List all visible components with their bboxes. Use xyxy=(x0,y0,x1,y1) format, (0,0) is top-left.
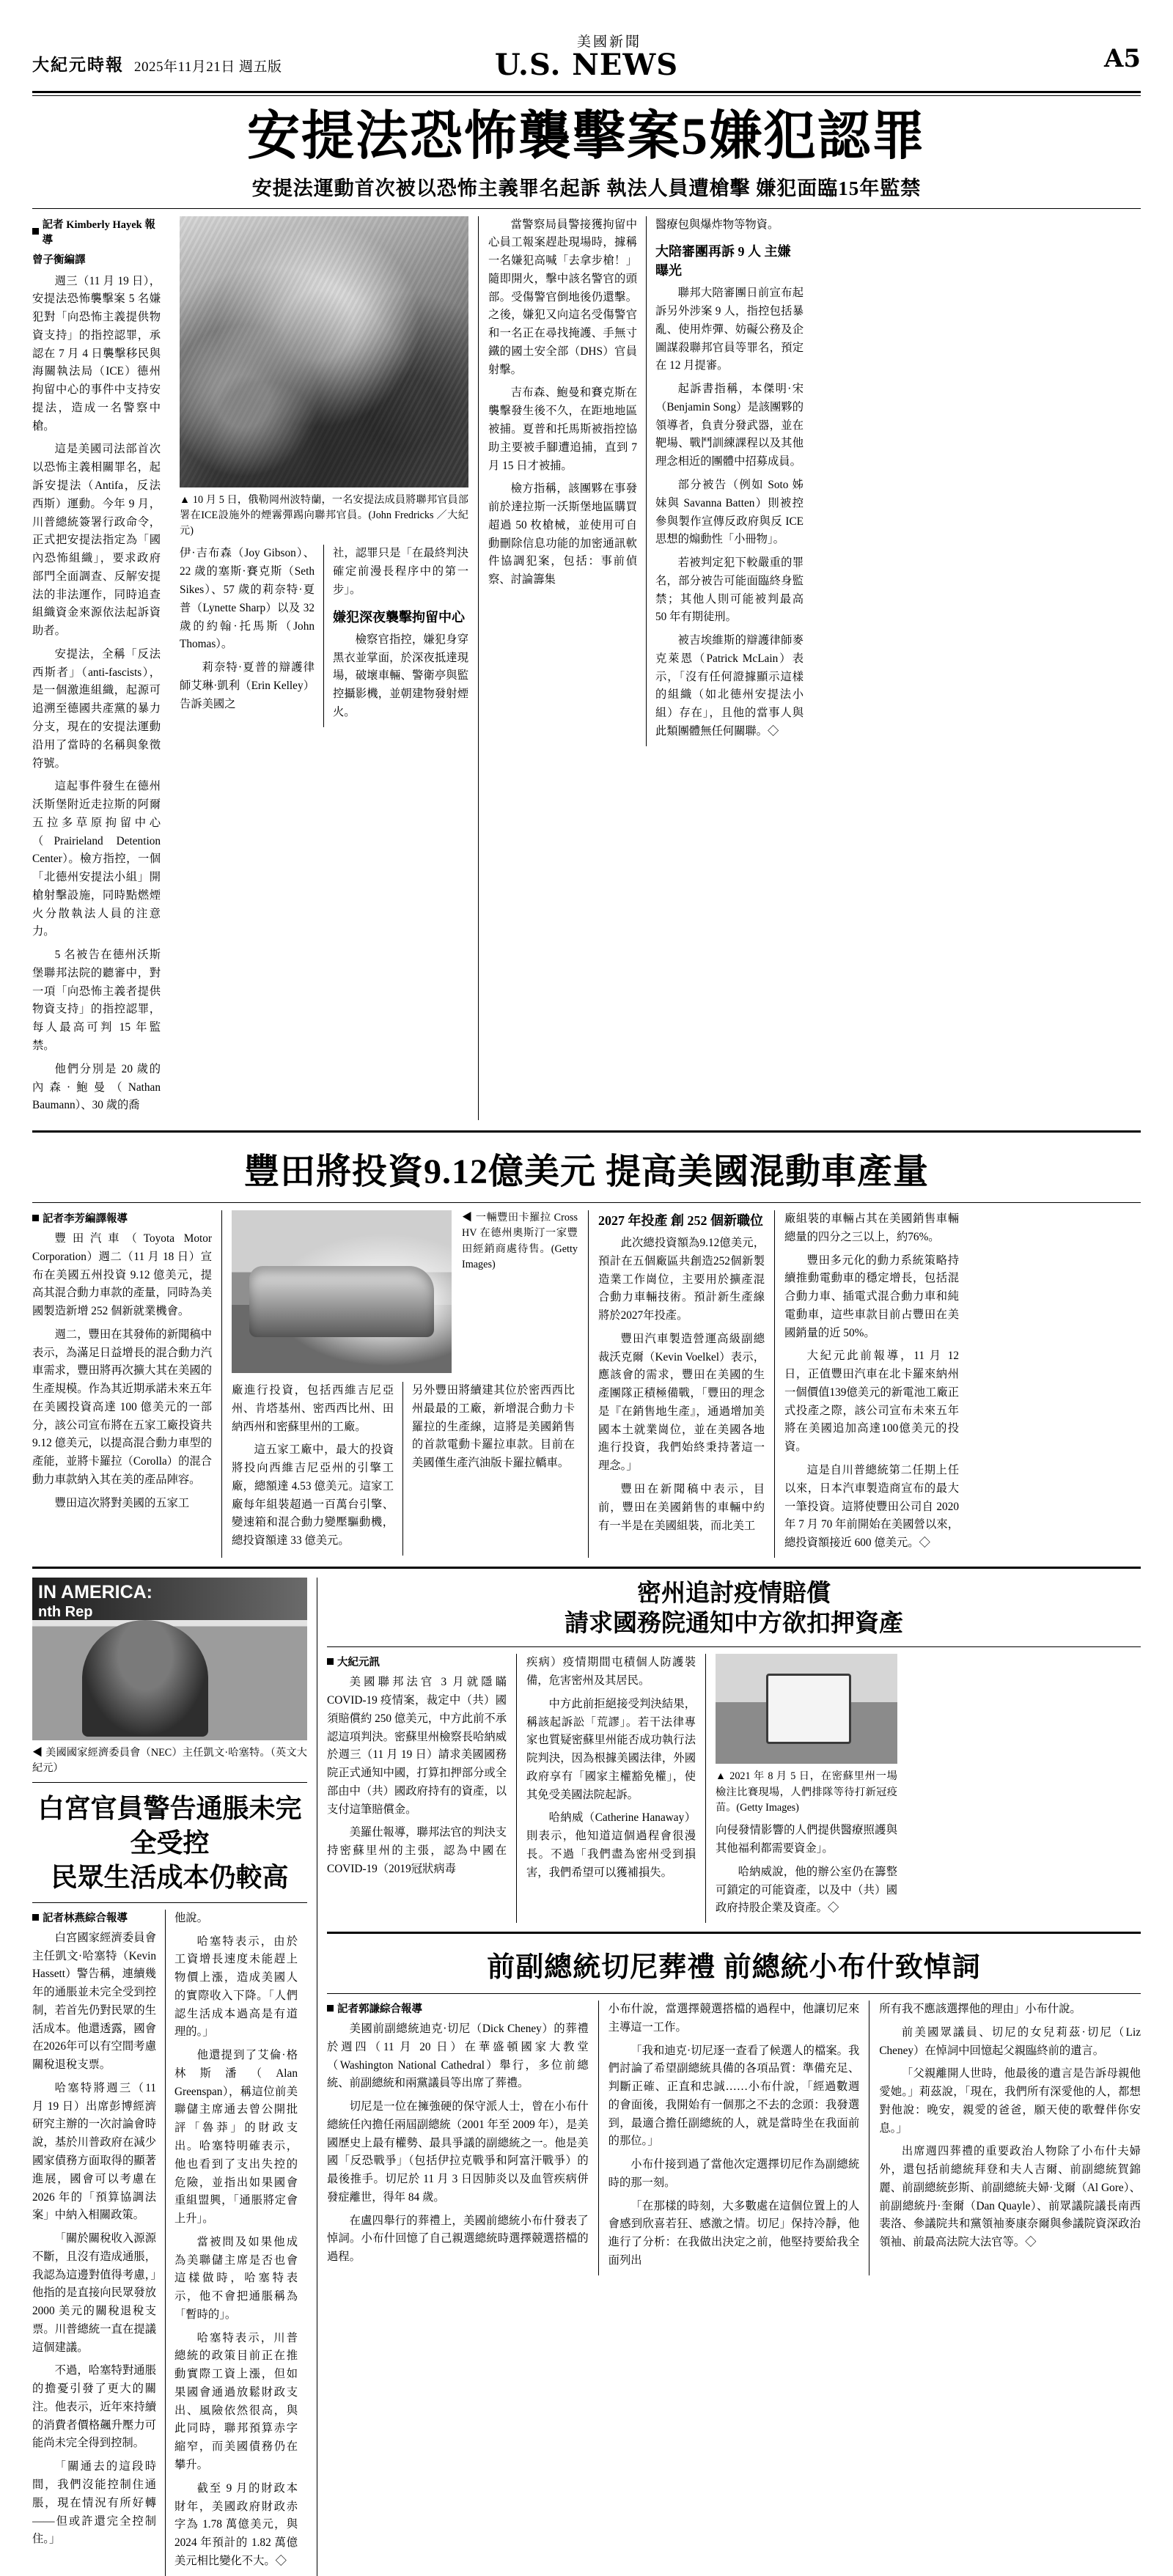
missouri-photo xyxy=(716,1654,897,1764)
whitehouse-byline xyxy=(32,1910,156,1925)
lead-byline-text: 記者 Kimberly Hayek 報導 xyxy=(42,218,155,246)
lead-photo-caption: ▲ 10 月 5 日，俄勒岡州波特蘭，一名安提法成員將聯邦官員部署在ICE設施外的煙霧彈踢向聯邦官員。(John Fredricks ／大紀元) xyxy=(180,493,468,537)
lead-p5: 5 名被告在德州沃斯堡聯邦法院的聽審中，對一項「向恐怖主義者提供物資支持」的指控認罪，每人最高可判 15 年監禁。 xyxy=(32,949,161,1052)
lead-bottom-rule xyxy=(32,1130,1141,1133)
missouri-byline-text: 大紀元訊 xyxy=(337,1657,380,1669)
toyota-p11: 豐田多元化的動力系統策略持續推動電動車的穩定增長，包括混合動力車、插電式混合動力車和純電動車，這些車款目前占豐田在美國銷量的近 50%。 xyxy=(784,1254,959,1339)
lead-col-3a xyxy=(488,216,646,746)
toyota-p9: 豐田在新聞稿中表示，目前，豐田在美國銷售的車輛中約有一半是在美國組裝，而北美工 xyxy=(598,1483,765,1532)
missouri-columns xyxy=(327,1654,1141,1923)
ch-p6: 小布什接到過了當他次定選擇切尼作為副總統時的那一刻。 xyxy=(608,2158,860,2189)
mo-p5: 哈納威（Catherine Hanaway）則表示，他知道這個過程會很漫長。不過「我們盡為密州受到損害，我們希望可以獲補損失。 xyxy=(526,1811,696,1879)
toyota-p3: 豐田這次將對美國的五家工 xyxy=(54,1496,190,1509)
cheney-col-2 xyxy=(598,2001,869,2275)
lead-p19: 被吉埃維斯的辯護律師麥克萊恩（Patrick McLain）表示，「沒有任何證據顯示這樣的組織（如北德州安提法小組）存在」，且他的當事人與此類團體無任何關聯。◇ xyxy=(655,634,804,737)
ch-p1: 美國前副總統迪克·切尼（Dick Cheney）的葬禮於週四（11 月 20 日）在華盛頓國家大教堂（Washington National Cathedral）舉行，多位前總統、前副總統和兩黨議員等出席了葬禮。 xyxy=(327,2023,589,2090)
whitehouse-headline xyxy=(32,1792,307,1894)
toyota-col-2a xyxy=(232,1382,402,1556)
masthead-rule xyxy=(32,91,1141,93)
ch-p10: 「父親離開人世時，他最後的遺言是告訴母親他愛她。」莉茲說，「現在，我們所有深愛他的人，都想對他說：晚安，親愛的爸爸，願天使的歌聲伴你安息。」 xyxy=(879,2067,1141,2135)
toyota-p1: 豐田汽車（Toyota Motor Corporation）週二（11 月 18 日）宣布在美國五州投資 9.12 億美元，提高其混合動力車款的產量，同時為美國製造新增 252 個新就業機會。 xyxy=(32,1232,212,1318)
missouri-headline-line-1: 密州追討疫情賠償 xyxy=(637,1580,831,1607)
wh-p7: 哈塞特表示，由於工資增長速度未能趕上物價上漲，造成美國人的實際收入下降。「人們認生活成本過高是有道理的。」 xyxy=(174,1935,298,2039)
lead-p15: 聯邦大陪審團日前宣布起訴另外涉案 9 人，指控包括暴亂、使用炸彈、妨礙公務及企圖謀殺聯邦官員等罪名，預定在 12 月提審。 xyxy=(655,287,804,372)
bullet-square-icon xyxy=(32,1215,39,1221)
toyota-bottom-rule xyxy=(32,1567,1141,1569)
lead-p2: 這是美國司法部首次以恐怖主義相關罪名，起訴安提法（Antifa，反法西斯）運動。今年 9 月，川普總統簽署行政命令，正式把安提法指定為「國內恐怖組織」，要求政府部門全面調查、反解安提法的非法運作，同時追查組織資金來源依法起訴資助者。 xyxy=(32,443,161,638)
toyota-p13: 這是自川普總統第二任期上任以來，日本汽車製造商宣布的最大一筆投資。這將使豐田公司自 2020 年 7 月 70 年前開始在美國營以來，總投資額接近 600 億美元。◇ xyxy=(784,1464,959,1550)
toyota-headline: 豐田將投資9.12億美元 提高美國混動車產量 xyxy=(243,1152,929,1192)
lead-columns xyxy=(32,216,1141,1120)
masthead-left xyxy=(32,51,282,76)
missouri-col-2 xyxy=(516,1654,705,1923)
mo-p2: 美羅仕報導，聯邦法官的判決支持密蘇里州的主張，認為中國在 COVID-19（2019冠狀病毒 xyxy=(327,1826,507,1875)
lead-p9: 社，認罪只是「在最終判決確定前漫長程序中的第一步」。 xyxy=(333,547,468,597)
bullet-square-icon xyxy=(327,2005,334,2012)
lead-subhead-2: 大陪審團再訴 9 人 主嫌曝光 xyxy=(655,244,791,279)
mo-p6: 向侵發情影響的人們提供醫療照護與其他福利都需要資金」。 xyxy=(716,1824,897,1855)
lead-p11: 當警察局員警接獲拘留中心員工報案趕赴現場時，據稱一名嫌犯高喊「去拿步槍！」隨即開火，擊中該名警官的頭部。受傷警官倒地後仍還擊。之後，嫌犯又向這名受傷警官和一名正在尋找掩護、手無寸鐵的國土安全部（DHS）官員射擊。 xyxy=(488,218,637,376)
missouri-headline xyxy=(327,1579,1141,1640)
photo-overlay-text-1: IN AMERICA: xyxy=(38,1581,153,1602)
toyota-p2: 週二，豐田在其發佈的新聞稿中表示，為滿足日益增長的混合動力汽車需求，豐田將再次擴大其在美國的生產規模。作為其近期承諾未來五年在美國投資高達 100 億美元的一部分，該公司宣布將在五家工廠投資共 9.12 億美元，以提高混合動力車型的產能，並將卡羅拉（Corolla）的混合動力車款納入其在美的產品陣容。 xyxy=(32,1328,212,1486)
right-bottom-block xyxy=(317,1578,1141,2576)
lead-col-2a xyxy=(180,545,323,726)
whitehouse-photo-caption: ◀ 美國國家經濟委員會（NEC）主任凱文·哈塞特。（英文大紀元） xyxy=(32,1746,307,1775)
missouri-bottom-rule xyxy=(327,1932,1141,1934)
toyota-p6: 另外豐田將續建其位於密西西比州最最的工廠，新增混合動力卡羅拉的生產線，這將是美國銷售的首款電動卡羅拉車款。目前在美國僅生產汽油版卡羅拉轎車。 xyxy=(412,1384,575,1470)
lead-p14: 醫療包與爆炸物等物資。 xyxy=(655,218,779,231)
ch-p8: 所有我不應該選擇他的理由」小布什說。 xyxy=(879,2003,1081,2016)
toyota-col-3 xyxy=(588,1210,774,1558)
lead-p16: 起訴書指稱，本傑明·宋（Benjamin Song）是該團夥的領導者，負責分發武器，並在靶場、戰鬥訓練課程以及其他理念相近的團體中招募成員。 xyxy=(655,383,804,468)
toyota-p8: 豐田汽車製造營運高級副總裁沃克爾（Kevin Voelkel）表示，應該會的需求，豐田在美國的生產團隊正積極備戰，「豐田的理念是『在銷售地生產』，通過增加美國本土就業崗位，並在美國各地進行投資，我們始終秉持著這一理念。」 xyxy=(598,1332,765,1473)
toyota-col-1 xyxy=(32,1210,221,1558)
toyota-byline xyxy=(32,1210,212,1226)
cheney-byline xyxy=(327,2001,589,2016)
cheney-headline: 前副總統切尼葬禮 前總統小布什致悼詞 xyxy=(487,1952,981,1984)
lead-p18: 若被判定犯下較嚴重的罪名，部分被告可能面臨終身監禁；其他人則可能被判最高 50 年有期徒刑。 xyxy=(655,556,804,624)
section-title xyxy=(495,31,678,80)
wh-p3: 「關於關稅收入源源不斷，且沒有造成通脹，我認為這邊對值得考慮，」他指的是直接向民眾發放 2000 美元的關稅退稅支票。川普總統一直在提議這個建議。 xyxy=(32,2232,156,2354)
lead-p8: 莉奈特·夏普的辯護律師艾琳·凱利（Erin Kelley）告訴美國之 xyxy=(180,661,315,710)
toyota-rule xyxy=(32,1202,1141,1203)
ch-p9: 前美國眾議員、切尼的女兒莉茲·切尼（Liz Cheney）在悼詞中回憶起父親臨終前的遺言。 xyxy=(879,2025,1141,2057)
missouri-col-1 xyxy=(327,1654,516,1923)
mo-p4: 中方此前拒絕接受判決結果，稱該起訴訟「荒謬」。若干法律專家也質疑密蘇里州能否成功執行法院判決，因為根據美國法律，外國政府享有「國家主權豁免權」，使其免受美國法院起訴。 xyxy=(526,1697,696,1801)
toyota-photo xyxy=(232,1210,452,1373)
toyota-photo-caption: ◀ 一輛豐田卡羅拉 Cross HV 在德州奧斯汀一家豐田經銷商處待售。(Getty Images) xyxy=(462,1212,578,1270)
lead-subheadline: 安提法運動首次被以恐怖主義罪名起訴 執法人員遭槍擊 嫌犯面臨15年監禁 xyxy=(251,177,922,199)
missouri-col-3 xyxy=(705,1654,897,1923)
toyota-p5: 這五家工廠中，最大的投資將投向西維吉尼亞州的引擎工廠，總額達 4.53 億美元。這家工廠每年組裝超過一百萬台引擎、變速箱和混合動力變壓驅動機，總投資額達 33 億美元。 xyxy=(232,1443,394,1548)
lead-p10: 檢察官指控，嫌犯身穿黑衣並掌面，於深夜抵達現場，破壞車輛、警衛亭與監控攝影機，並朝建物發射煙火。 xyxy=(333,633,468,718)
whitehouse-block xyxy=(32,1578,317,2576)
toyota-col-2b xyxy=(402,1382,575,1556)
whitehouse-headline-line-2: 民眾生活成本仍較高 xyxy=(51,1863,289,1893)
lead-col-3 xyxy=(478,216,814,1120)
section-title-en: U.S. NEWS xyxy=(494,48,679,82)
wh-p1: 白宮國家經濟委員會主任凱文·哈塞特（Kevin Hassett）警告稱，連續幾年的通脹並未完全受到控制，若首先仍對民眾的生活成本。他還透露，國會在2026年可以有空間考慮關稅退稅支票。 xyxy=(32,1931,156,2072)
bullet-square-icon xyxy=(32,228,39,235)
cheney-columns xyxy=(327,2001,1141,2275)
toyota-p10: 廠組裝的車輛占其在美國銷售車輛總量的四分之三以上，約76%。 xyxy=(784,1212,959,1243)
whitehouse-headline-line-1: 白宮官員警告通脹未完全受控 xyxy=(37,1794,302,1858)
wh-p8: 他還提到了艾倫·格林斯潘（Alan Greenspan），稱這位前美聯儲主席通去曾公開批評「魯莽」的財政支出。哈塞特明確表示，他也看到了支出失控的危險，並指出如果國會重組盟興，「通脹將定會上升」。 xyxy=(174,2049,298,2226)
lead-p1: 週三（11 月 19 日），安提法恐怖襲擊案 5 名嫌犯對「向恐怖主義提供物資支持」的指控認罪，承認在 7 月 4 日襲擊移民與海關執法局（ICE）德州拘留中心的事件中支持安提法，造成一名警察中槍。 xyxy=(32,274,161,433)
missouri-photo-caption: ▲ 2021 年 8 月 5 日，在密蘇里州一場檢注比賽現場，人們排隊等待打新冠疫苗。(Getty Images) xyxy=(716,1770,897,1814)
ch-p2: 切尼是一位在擁強硬的保守派人士，曾在小布什總統任內擔任兩屆副總統（2001 年至 2009 年），是美國歷史上最有權勢、最具爭議的副總統之一。他是美國「反恐戰爭」（包括伊拉克戰爭和阿富汗戰爭）的最後推手。切尼於 11 月 3 日因肺炎以及血管疾病併發症離世，得年 84 歲。 xyxy=(327,2100,589,2204)
lead-p6: 他們分別是 20 歲的內森·鮑曼（Nathan Baumann）、30 歲的喬 xyxy=(32,1062,161,1112)
lead-p3: 安提法，全稱「反法西斯者」（anti-fascists），是一個激進組織，起源可追溯至德國共產黨的暴力分支，現在的安提法運動沿用了當時的名稱與象徵符號。 xyxy=(32,647,161,770)
whitehouse-byline-text: 記者林燕綜合報導 xyxy=(43,1912,128,1924)
section-title-cn: 美國新聞 xyxy=(576,34,641,50)
whitehouse-rule-top xyxy=(32,1782,307,1783)
issue-date: 2025年11月21日 週五版 xyxy=(134,59,282,75)
toyota-p12: 大紀元此前報導，11 月 12 日，正值豐田汽車在北卡羅來納州一個價值139億美元的新電池工廠正式投產之際，該公司宣布未來五年將在美國追加高達100億美元的投資。 xyxy=(784,1350,959,1454)
ch-p11: 出席週四葬禮的重要政治人物除了小布什夫婦外，還包括前總統拜登和夫人吉爾、前副總統賀錦麗、前副總統彭斯、前副總統夫婦·戈爾（Al Gore）、前副總統丹·奎爾（Dan Quayle）、前眾議院議長南西裴洛、參議院共和黨領袖麥康奈爾與參議院資深政治領袖、前最高法院大法官等。◇ xyxy=(879,2145,1141,2249)
wh-p6: 他說。 xyxy=(174,1911,208,1924)
masthead xyxy=(32,25,1141,88)
mo-p7: 哈納威說，他的辦公室仍在籌整可鎖定的可能資產，以及中（共）國政府持股企業及資產。◇ xyxy=(716,1865,897,1915)
mo-p3: 疾病）疫情期間屯積個人防護裝備，危害密州及其居民。 xyxy=(526,1656,696,1688)
toyota-columns xyxy=(32,1210,1141,1558)
cheney-byline-text: 記者郭謙綜合報導 xyxy=(337,2003,422,2016)
ch-p3: 在盧四舉行的葬禮上，美國前總統小布什發表了悼詞。小布什回憶了自己親選總統時選擇競選搭檔的過程。 xyxy=(327,2214,589,2264)
lead-subhead-1: 嫌犯深夜襲擊拘留中心 xyxy=(333,609,465,625)
page-number: A5 xyxy=(1103,44,1141,73)
bullet-square-icon xyxy=(327,1658,334,1665)
masthead-rule-thin xyxy=(32,95,1141,96)
lead-p4: 這起事件發生在德州沃斯堡附近走拉斯的阿爾五拉多草原拘留中心（Prairieland Detention Center）。檢方指控，一個「北德州安提法小組」開槍射擊設施，同時點燃煙火分散執法人員的注意力。 xyxy=(32,780,161,938)
missouri-rule xyxy=(327,1646,1141,1647)
lead-headline: 安提法恐怖襲擊案5嫌犯認罪 xyxy=(246,107,926,166)
wh-p9: 當被問及如果他成為美聯儲主席是否也會這樣做時，哈塞特表示，他不會把通脹稱為「暫時的」。 xyxy=(174,2235,298,2321)
ch-p5: 「我和迪克·切尼逐一查看了候選人的檔案。我們討論了希望副總統具備的各項品質：準備充足、判斷正確、正直和忠誠……小布什說，「經過數週的會面後，我開始有一個那之不去的念頭：我發選到，最適合擔任副總統的人，就是當時坐在我面前的那位。」 xyxy=(608,2044,860,2148)
wh-p4: 不過，哈塞特對通脹的擔憂引發了更大的關注。他表示，近年來持續的消費者價格飆升壓力可能尚未完全得到控制。 xyxy=(32,2364,156,2450)
bottom-section xyxy=(32,1578,1141,2576)
lead-col-2 xyxy=(170,216,478,1120)
wh-p11: 截至 9 月的財政本財年，美國政府財政赤字為 1.78 萬億美元，與 2024 年預計的 1.82 萬億美元相比變化不大。◇ xyxy=(174,2481,298,2567)
lead-byline-translator: 曾子衡編譯 xyxy=(32,254,86,266)
toyota-photo-col xyxy=(221,1210,588,1558)
publication-logo: 大紀元時報 xyxy=(32,55,124,75)
toyota-p4: 廠進行投資，包括西維吉尼亞州、肯塔基州、密西西比州、田納西州和密蘇里州的工廠。 xyxy=(232,1384,394,1433)
lead-p7: 伊·吉布森（Joy Gibson）、22 歲的塞斯·賽克斯（Seth Sikes）、57 歲的莉奈特·夏普（Lynette Sharp）以及 32 歲的約翰·托馬斯（John Thomas）。 xyxy=(180,547,315,651)
whitehouse-col-2 xyxy=(165,1910,298,2576)
toyota-col-4 xyxy=(774,1210,959,1558)
lead-photo xyxy=(180,216,468,487)
toyota-byline-text: 記者李芳編譯報導 xyxy=(43,1213,128,1226)
mo-p1: 美國聯邦法官 3 月就隱瞞 COVID-19 疫情案，裁定中（共）國須賠償約 250 億美元，中方此前不承認這項判決。密蘇里州檢察長哈納威於週三（11 月 19 日）請求美國國務院正式通知中國，打算扣押部分或全部由中（共）國政府持有的資產，以支付這筆賠償金。 xyxy=(327,1676,507,1816)
whitehouse-rule-bottom xyxy=(32,1902,307,1903)
photo-overlay-text-2: nth Rep xyxy=(38,1603,93,1620)
lead-rule xyxy=(32,208,1141,209)
bullet-square-icon xyxy=(32,1914,39,1921)
ch-p7: 「在那樣的時刻，大多數處在這個位置上的人會感到欣喜若狂、感激之情。切尼」保持冷靜，他進行了分析：在我做出決定之前，他堅持要給我全面列出 xyxy=(608,2199,860,2267)
missouri-headline-line-2: 請求國務院通知中方欲扣押資產 xyxy=(565,1611,903,1638)
lead-p13: 檢方指稱，該團夥在事發前於達拉斯一沃斯堡地區購買超過 50 枚槍械，並使用可自動刪除信息功能的加密通訊軟件協調犯案，包括：事前偵察、討論籌集 xyxy=(488,482,637,586)
wh-p5: 「關通去的這段時間，我們沒能控制住通脹，現在情況有所好轉——但或許還完全控制住。」 xyxy=(32,2460,156,2546)
lead-p12: 吉布森、鮑曼和賽克斯在襲擊發生後不久，在距地地區被捕。夏普和托馬斯被指控協助主要被手腳遭追捕，直到 7 月 15 日才被捕。 xyxy=(488,386,637,472)
wh-p10: 哈塞特表示，川普總統的政策目前正在推動實際工資上漲，但如果國會通過放鬆財政支出、風險依然很高，與此同時，聯邦預算赤字縮窄，而美國債務仍在攀升。 xyxy=(174,2331,298,2472)
toyota-p7: 此次總投資額為9.12億美元，預計在五個廠區共創造252個新製造業工作崗位，主要用於擴產混合動力車輛技術。預計新生產線將於2027年投產。 xyxy=(598,1237,765,1322)
ch-p4: 小布什說，當選擇競選搭檔的過程中，他讓切尼來主導這一工作。 xyxy=(608,2003,860,2034)
lead-col-3b xyxy=(646,216,804,746)
whitehouse-photo xyxy=(32,1578,307,1740)
cheney-col-3 xyxy=(869,2001,1141,2275)
wh-p2: 哈塞特將週三（11 月 19 日）出席彭博經濟研究主辦的一次討論會時說，基於川普政府在減少國家債務方面取得的顯著進展，國會可以考慮在 2026 年的「預算協調法案」中納入相關政策。 xyxy=(32,2081,156,2222)
lead-col-1 xyxy=(32,216,170,1120)
lead-p17: 部分被告（例如 Soto 姊妹與 Savanna Batten）則被控參與製作宣傳反政府與反 ICE 思想的煽動性「小冊物」。 xyxy=(655,479,804,546)
lead-byline xyxy=(32,216,161,247)
lead-col-2b xyxy=(323,545,468,726)
toyota-subhead-1: 2027 年投產 創 252 個新職位 xyxy=(598,1213,763,1229)
whitehouse-col-1 xyxy=(32,1910,165,2576)
cheney-rule xyxy=(327,1993,1141,1994)
missouri-byline xyxy=(327,1654,507,1669)
cheney-col-1 xyxy=(327,2001,598,2275)
